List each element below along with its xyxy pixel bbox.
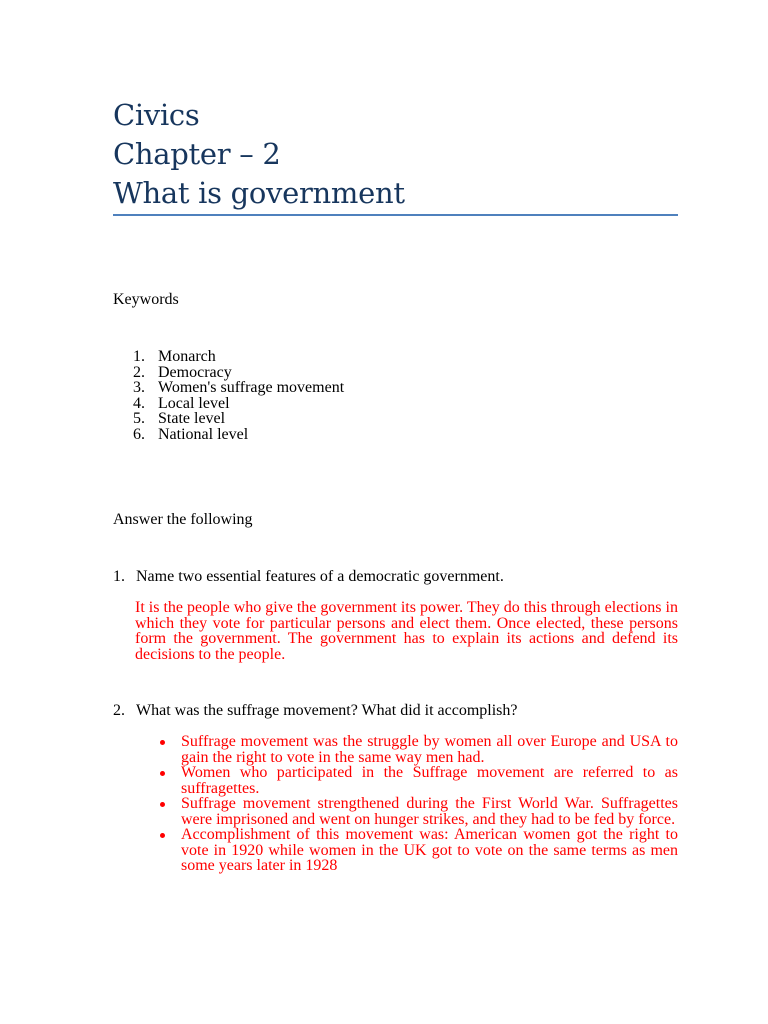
bullet-text: Suffrage movement strengthened during the First World War. Suffragettes were imprisoned and went on hunger strikes, and they had to be fed by force. [181,795,678,828]
answer-bullet-item [158,734,678,765]
answer-1-paragraph: It is the people who give the government its power. They do this through elections in which they vote for particular persons and elect them. Once elected, these persons form the government. The government has to explain its actions and defend its decisions to the people. [135,599,678,663]
bullet-text: Women who participated in the Suffrage movement are referred to as suffragettes. [181,764,678,797]
bullet-text: Suffrage movement was the struggle by women all over Europe and USA to gain the right to vote in the same way men had. [181,733,678,766]
bullet-dot-icon [160,771,165,776]
keyword-number: 5. [133,410,145,427]
keyword-item [133,396,344,412]
title-topic: What is government [113,176,405,210]
document-title [113,96,678,213]
title-chapter: Chapter – 2 [113,137,281,171]
answer-bullet-item [158,827,678,874]
keyword-text: Monarch [158,348,216,365]
keyword-text: National level [158,425,249,443]
bullet-dot-icon [160,802,165,807]
keyword-number: 4. [133,394,145,412]
keyword-item [133,411,344,427]
answer-heading: Answer the following [113,511,253,528]
keyword-number: 3. [133,379,145,396]
keyword-number: 1. [133,348,145,365]
answer-bullet-item [158,765,678,796]
answer-2-bullet-list [158,734,678,874]
keywords-list [133,349,344,442]
question-2 [113,702,518,720]
question-number: 2. [113,702,125,719]
keyword-item [133,349,344,365]
keyword-number: 2. [133,363,145,381]
question-text: Name two essential features of a democratic government. [136,568,504,585]
question-number: 1. [113,568,125,585]
question-1 [113,568,504,586]
keyword-number: 6. [133,425,145,443]
bullet-dot-icon [160,833,165,838]
keywords-heading: Keywords [113,291,179,308]
keyword-text: Democracy [158,363,232,381]
keyword-item [133,427,344,443]
bullet-text: Accomplishment of this movement was: American women got the right to vote in 1920 while women in the UK got to vote on the same terms as men some years later in 1928 [181,826,678,874]
keyword-item [133,380,344,396]
keyword-item [133,365,344,381]
keyword-text: Women's suffrage movement [158,379,345,396]
title-underline-divider [113,214,678,216]
title-subject: Civics [113,98,200,132]
bullet-dot-icon [160,740,165,745]
answer-bullet-item [158,796,678,827]
keyword-text: State level [158,410,226,427]
question-text: What was the suffrage movement? What did it accomplish? [136,702,518,719]
keyword-text: Local level [158,394,230,412]
